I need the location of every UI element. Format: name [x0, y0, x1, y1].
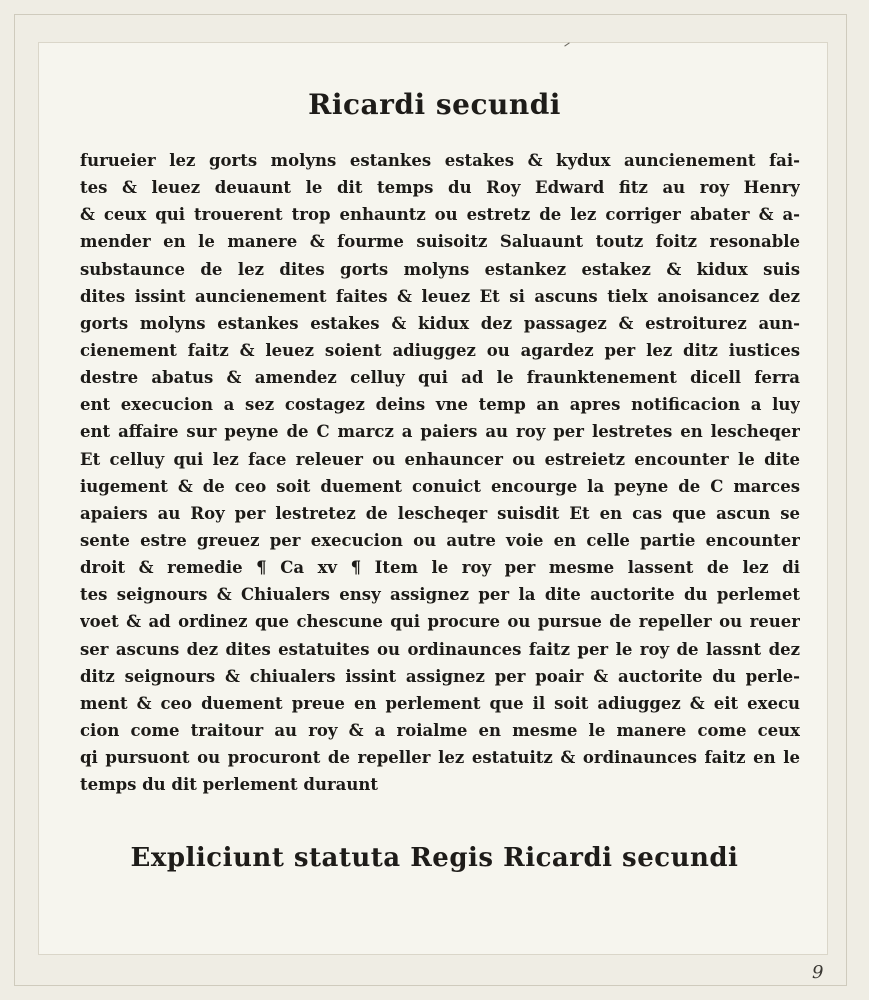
- text-line: tes & leuez deuaunt le dit temps du Roy Edward fitz au roy Henry: [80, 178, 800, 198]
- text-line: mender en le manere & fourme suisoitz Saluaunt toutz foitz resonable: [80, 232, 800, 252]
- colophon: Expliciunt statuta Regis Ricardi secundi: [130, 843, 739, 873]
- text-line: voet & ad ordinez que chescune qui procure ou pursue de repeller ou reuer: [80, 612, 800, 632]
- text-line: gorts molyns estankes estakes & kidux dez passagez & estroiturez aun-: [80, 313, 800, 333]
- text-line: dites issint auncienement faites & leuez Et si ascuns tielx anoisancez dez: [80, 286, 800, 306]
- text-line: apaiers au Roy per lestretez de lescheqer suisdit Et en cas que ascun se: [80, 503, 800, 523]
- statute-text-block: [80, 147, 800, 798]
- page-number: 9: [812, 962, 824, 983]
- text-line: & ceux qui trouerent trop enhauntz ou estretz de lez corriger abater & a-: [80, 205, 800, 225]
- text-line: tes seignours & Chiualers ensy assignez per la dite auctorite du perlemet: [80, 585, 800, 605]
- text-line: qi pursuont ou procuront de repeller lez estatuitz & ordinaunces faitz en le: [80, 748, 800, 768]
- text-line: ent affaire sur peyne de C marcz a paiers au roy per lestretes en lescheqer: [80, 422, 800, 442]
- text-line: ser ascuns dez dites estatuites ou ordinaunces faitz per le roy de lassnt dez: [80, 639, 800, 659]
- text-line: droit & remedie ¶ Ca xv ¶ Item le roy per mesme lassent de lez di: [80, 558, 800, 578]
- text-line: cienement faitz & leuez soient adiuggez ou agardez per lez ditz iustices: [80, 340, 800, 360]
- text-line: Et celluy qui lez face releuer ou enhauncer ou estreietz encounter le dite: [80, 449, 800, 469]
- text-line: cion come traitour au roy & a roialme en mesme le manere come ceux: [80, 720, 800, 740]
- text-line: sente estre greuez per execucion ou autre voie en celle partie encounter: [80, 530, 800, 550]
- text-line: furueier lez gorts molyns estankes estakes & kydux auncienement fai-: [80, 151, 800, 170]
- text-line: substaunce de lez dites gorts molyns estankez estakez & kidux suis: [80, 259, 800, 279]
- text-line: iugement & de ceo soit duement conuict encourge la peyne de C marces: [80, 476, 800, 496]
- text-line: ment & ceo duement preue en perlement que il soit adiuggez & eit execu: [80, 693, 800, 713]
- text-line: ent execucion a sez costagez deins vne temp an apres notificacion a luy: [80, 395, 800, 415]
- text-line: ditz seignours & chiualers issint assignez per poair & auctorite du perle-: [80, 666, 800, 686]
- text-line-last: temps du dit perlement duraunt: [80, 775, 378, 795]
- page-heading: Ricardi secundi: [308, 88, 561, 121]
- text-line: destre abatus & amendez celluy qui ad le fraunktenement dicell ferra: [80, 368, 800, 388]
